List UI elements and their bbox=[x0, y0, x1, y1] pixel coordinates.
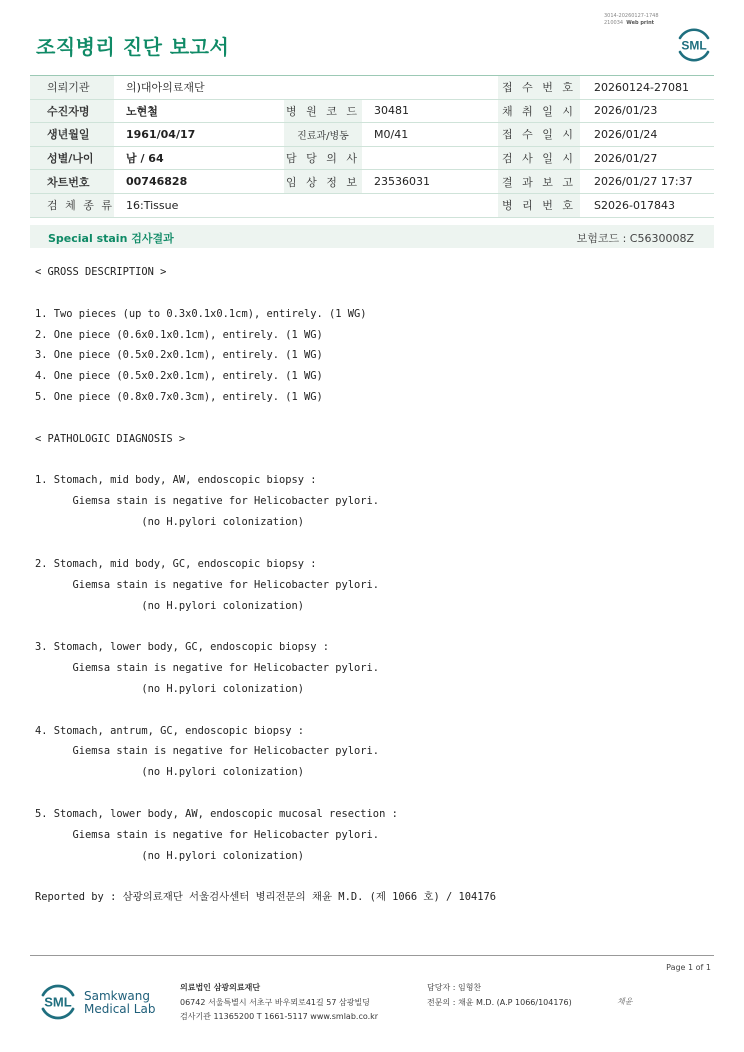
sexage-value: 남 / 64 bbox=[114, 146, 284, 170]
org-name: 의료법인 삼광의료재단 bbox=[180, 983, 261, 992]
print-meta bbox=[604, 13, 659, 27]
info-row bbox=[30, 170, 714, 194]
sexage-label: 성별/나이 bbox=[30, 146, 114, 170]
specimen-value: 16:Tissue bbox=[114, 193, 498, 217]
signature: 채윤 bbox=[617, 997, 633, 1006]
brand-line1: Samkwang bbox=[84, 989, 150, 1003]
exam-value: 2026/01/27 bbox=[580, 146, 714, 170]
doctor-label: 담 당 의 사 bbox=[284, 146, 362, 170]
org-contact: 검사기관 11365200 T 1661-5117 www.smlab.co.kr bbox=[180, 1012, 379, 1021]
section-title: Special stain 검사결과 bbox=[48, 232, 174, 245]
report-body: < GROSS DESCRIPTION > 1. Two pieces (up to 0.3x0.1x0.1cm), entirely. (1 WG) 2. One piece (0.6x0.1x0.1cm), entirely. (1 WG) 3. One piece (0.5x0.2x0.1cm), entirely. (1 WG) 4. One piece (0.5x0.2x0.1cm), entirely. (1 WG) 5. One piece (0.8x0.7x0.3cm), entirely. (1 WG) < PATHOLOGIC DIAGNOSIS > 1. Stomach, mid body, AW, endoscopic biopsy : Giemsa stain is negative for Helicobacter pylori. (no H.pylori colonization) 2. Stomach, mid body, GC, endoscopic biopsy : Giemsa stain is negative for Helicobacter pylori. (no H.pylori colonization) 3. Stomach, lower body, GC, endoscopic biopsy : Giemsa stain is negative for Helicobacter pylori. (no H.pylori colonization) 4. Stomach, antrum, GC, endoscopic biopsy : Giemsa stain is negative for Helicobacter pylori. (no H.pylori colonization) 5. Stomach, lower body, AW, endoscopic mucosal resection : Giemsa stain is negative for Helicobacter pylori. (no H.pylori colonization) Reported by : 삼광의료재단 서울검사센터 병리전문의 채윤 M.D. (제 1066 호) / 104176 bbox=[35, 266, 497, 904]
sml-logo-icon bbox=[674, 24, 714, 64]
dob-value: 1961/04/17 bbox=[114, 123, 284, 147]
org-address: 06742 서울특별시 서초구 바우뫼로41길 57 삼광빌딩 bbox=[180, 997, 370, 1007]
brand-line2: Medical Lab bbox=[84, 1002, 156, 1016]
footer-logo-text: SML bbox=[44, 994, 72, 1010]
result-value: 2026/01/27 17:37 bbox=[580, 170, 714, 194]
result-label: 결 과 보 고 bbox=[498, 170, 580, 194]
brand-name bbox=[84, 990, 155, 1016]
section-header bbox=[30, 225, 714, 248]
path-no-value: S2026-017843 bbox=[580, 193, 714, 217]
inst-label: 의뢰기관 bbox=[30, 76, 114, 100]
info-row bbox=[30, 146, 714, 170]
print-meta-line1: 3014-20260127-1748 bbox=[604, 13, 659, 19]
insurance-code: 보험코드 : C5630008Z bbox=[576, 232, 694, 245]
hosp-code-label: 병 원 코 드 bbox=[284, 99, 362, 123]
sml-footer-logo-icon bbox=[37, 980, 79, 1022]
inst-value: 의)대아의료재단 bbox=[114, 76, 498, 100]
staff-name: 담당자 : 임형찬 bbox=[427, 983, 482, 992]
info-row bbox=[30, 123, 714, 147]
chart-value: 00746828 bbox=[114, 170, 284, 194]
path-no-label: 병 리 번 호 bbox=[498, 193, 580, 217]
receive-label: 접 수 일 시 bbox=[498, 123, 580, 147]
footer-organization bbox=[180, 981, 378, 1025]
info-row bbox=[30, 193, 714, 217]
acc-no-value: 20260124-27081 bbox=[580, 76, 714, 100]
dept-label: 진료과/병동 bbox=[284, 123, 362, 147]
hosp-code-value: 30481 bbox=[362, 99, 498, 123]
print-id: 210034 bbox=[604, 20, 624, 26]
web-print-label: Web print bbox=[626, 20, 655, 26]
footer-divider bbox=[30, 955, 714, 956]
exam-label: 검 사 일 시 bbox=[498, 146, 580, 170]
acc-no-label: 접 수 번 호 bbox=[498, 76, 580, 100]
clinical-value: 23536031 bbox=[362, 170, 498, 194]
collect-label: 채 취 일 시 bbox=[498, 99, 580, 123]
footer-staff bbox=[427, 981, 572, 1010]
dept-value: M0/41 bbox=[362, 123, 498, 147]
doctor-value bbox=[362, 146, 498, 170]
chart-label: 차트번호 bbox=[30, 170, 114, 194]
clinical-label: 임 상 정 보 bbox=[284, 170, 362, 194]
patient-label: 수진자명 bbox=[30, 99, 114, 123]
dob-label: 생년월일 bbox=[30, 123, 114, 147]
specimen-label: 검 체 종 류 bbox=[30, 193, 114, 217]
info-row bbox=[30, 99, 714, 123]
info-row bbox=[30, 76, 714, 100]
patient-value: 노현철 bbox=[114, 99, 284, 123]
collect-value: 2026/01/23 bbox=[580, 99, 714, 123]
page-number: Page 1 of 1 bbox=[666, 963, 711, 972]
specialist-name: 전문의 : 채윤 M.D. (A.P 1066/104176) bbox=[427, 997, 572, 1007]
logo-text: SML bbox=[681, 38, 707, 53]
receive-value: 2026/01/24 bbox=[580, 123, 714, 147]
report-title: 조직병리 진단 보고서 bbox=[36, 35, 230, 59]
patient-info-table bbox=[30, 75, 714, 218]
print-meta-line2 bbox=[604, 20, 659, 27]
